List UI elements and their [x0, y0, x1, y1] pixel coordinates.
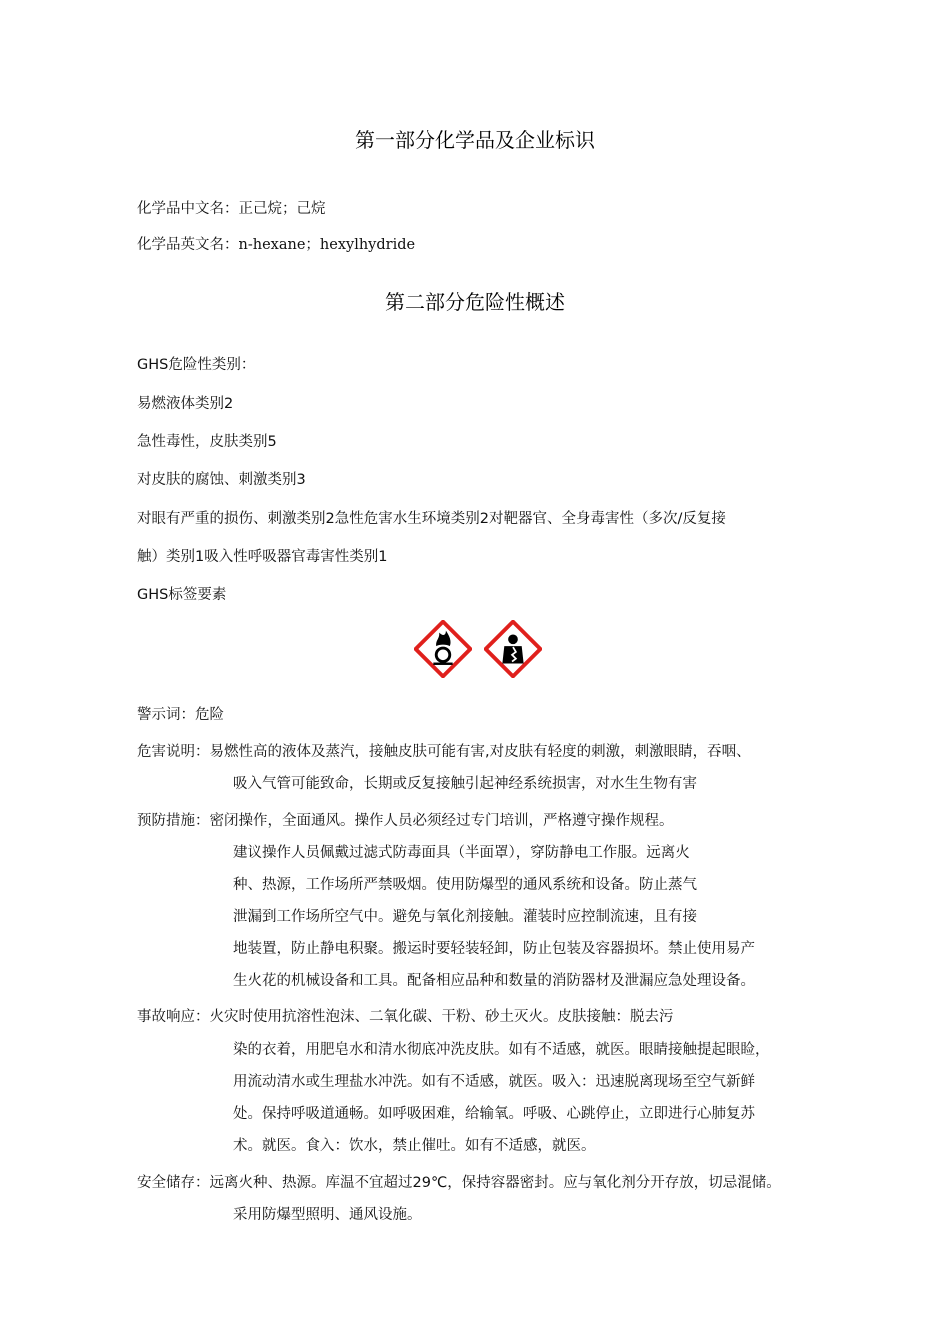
hazard-class-item: 对皮肤的腐蚀、刺激类别3	[137, 472, 306, 488]
response-line: 处。保持呼吸道通畅。如呼吸困难，给输氧。呼吸、心跳停止，立即进行心肺复苏	[233, 1106, 755, 1122]
response-row	[137, 1005, 674, 1026]
hazard-statement-line: 易燃性高的液体及蒸汽，接触皮肤可能有害,对皮肤有轻度的刺激，刺激眼睛，吞咽、	[209, 744, 751, 760]
chinese-name-value: 正己烷；己烷	[238, 201, 326, 217]
prevention-line: 生火花的机械设备和工具。配备相应品种和数量的消防器材及泄漏应急处理设备。	[233, 973, 755, 989]
storage-row	[137, 1171, 781, 1192]
hazard-statement-row	[137, 740, 751, 761]
ghs-class-heading: GHS危险性类别：	[137, 357, 256, 373]
chinese-name-row	[137, 197, 326, 218]
health-hazard-icon	[484, 620, 542, 678]
section2-title: 第二部分危险性概述	[385, 290, 565, 314]
ghs-pictograms	[414, 620, 542, 678]
label-elements-heading: GHS标签要素	[137, 587, 227, 603]
english-name-label: 化学品英文名：	[137, 237, 239, 253]
prevention-line: 泄漏到工作场所空气中。避免与氧化剂接触。灌装时应控制流速，且有接	[233, 909, 697, 925]
response-line: 用流动清水或生理盐水冲洗。如有不适感，就医。吸入：迅速脱离现场至空气新鲜	[233, 1074, 755, 1090]
prevention-line: 地装置，防止静电积聚。搬运时要轻装轻卸，防止包装及容器损坏。禁止使用易产	[233, 941, 755, 957]
prevention-line: 建议操作人员佩戴过滤式防毒面具（半面罩），穿防静电工作服。远离火	[233, 845, 690, 861]
response-line: 染的衣着，用肥皂水和清水彻底冲洗皮肤。如有不适感，就医。眼睛接触提起眼睑，	[233, 1042, 770, 1058]
response-line: 术。就医。食入：饮水，禁止催吐。如有不适感，就医。	[233, 1138, 596, 1154]
storage-line: 采用防爆型照明、通风设施。	[233, 1207, 422, 1223]
hazard-class-item: 急性毒性，皮肤类别5	[137, 434, 277, 450]
signal-word: 警示词：危险	[137, 707, 224, 723]
english-name-row	[137, 233, 415, 254]
prevention-label: 预防措施：	[137, 813, 210, 829]
hazard-class-item: 触）类别1吸入性呼吸器官毒害性类别1	[137, 549, 388, 565]
prevention-line: 密闭操作，全面通风。操作人员必须经过专门培训，严格遵守操作规程。	[209, 813, 674, 829]
hazard-class-item: 对眼有严重的损伤、刺激类别2急性危害水生环境类别2对靶器官、全身毒害性（多次/反复接	[137, 511, 726, 527]
english-name-value: n-hexane；hexylhydride	[238, 237, 416, 253]
section1-title: 第一部分化学品及企业标识	[355, 128, 595, 152]
hazard-statement-label: 危害说明：	[137, 744, 210, 760]
flame-over-circle-icon	[414, 620, 472, 678]
response-line: 火灾时使用抗溶性泡沫、二氧化碳、干粉、砂土灭火。皮肤接触：脱去污	[209, 1009, 674, 1025]
chinese-name-label: 化学品中文名：	[137, 201, 239, 217]
storage-line: 远离火种、热源。库温不宜超过29℃，保持容器密封。应与氧化剂分开存放，切忌混储。	[209, 1175, 781, 1191]
prevention-line: 种、热源，工作场所严禁吸烟。使用防爆型的通风系统和设备。防止蒸气	[233, 877, 697, 893]
prevention-row	[137, 809, 674, 830]
hazard-class-item: 易燃液体类别2	[137, 396, 234, 412]
hazard-statement-line: 吸入气管可能致命，长期或反复接触引起神经系统损害，对水生生物有害	[233, 776, 697, 792]
response-label: 事故响应：	[137, 1009, 210, 1025]
storage-label: 安全储存：	[137, 1175, 210, 1191]
